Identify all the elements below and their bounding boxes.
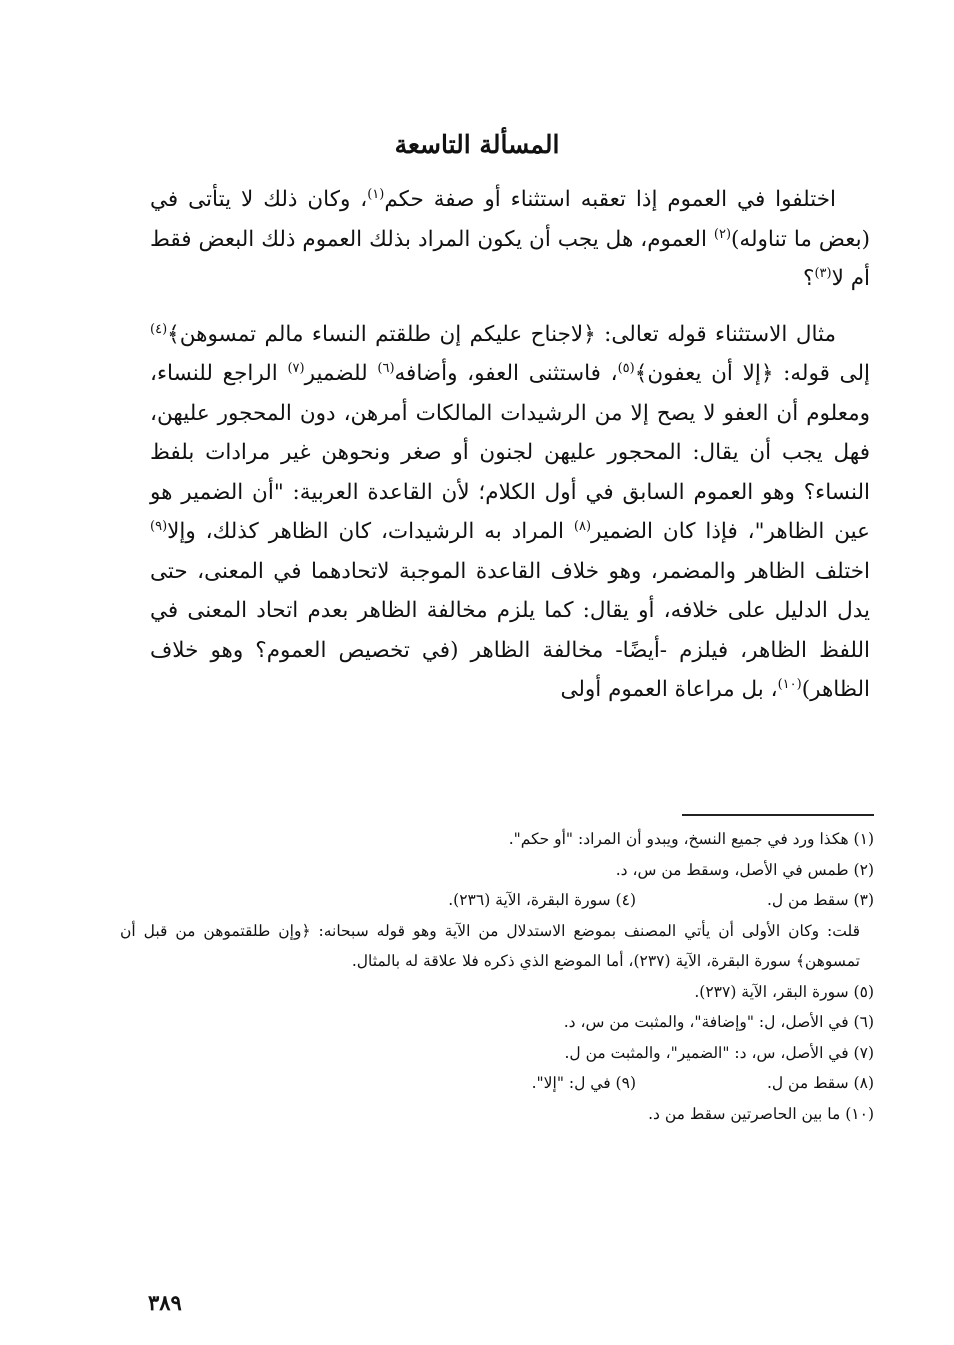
footnote-ref-8: (٨)	[573, 518, 592, 534]
footnote-10: (١٠) ما بين الحاصرتين سقط من د.	[648, 1104, 874, 1123]
footnote-row-8-9	[120, 1068, 874, 1099]
footnote-5: (٥) سورة البقر، الآية (٢٣٧).	[694, 982, 874, 1001]
footnote-ref-1: (١)	[367, 186, 385, 202]
footnote-4-comment: قلت: وكان الأولى أن يأتي المصنف بموضع الاستدلال من الآية وهو قوله سبحانه: ﴿وإن طلقتموهن من قبل أن تمسوهن﴾ سورة البقرة، الآية (٢٣٧)، أما الموضع الذي ذكره فلا علاقة له بالمثال.	[120, 921, 860, 970]
footnote-ref-9: (٩)	[150, 518, 168, 534]
footnote-7: (٧) في الأصل، س، د: "الضمير"، والمثبت من ل.	[564, 1043, 874, 1062]
footnote-ref-2: (٢)	[713, 226, 732, 242]
section-heading: المسألة التاسعة	[394, 130, 560, 159]
footnote-ref-7: (٧)	[287, 360, 305, 376]
footnote-ref-6: (٦)	[377, 360, 395, 376]
footnote-6: (٦) في الأصل، ل: "وإضافة"، والمثبت من س، د.	[563, 1013, 874, 1031]
footnote-4: (٤) سورة البقرة، الآية (٢٣٦).	[448, 891, 636, 909]
footnote-ref-4: (٤)	[150, 321, 168, 337]
paragraph-1: اختلفوا في العموم إذا تعقبه استثناء أو صفة حكم$^{(١)}$، وكان ذلك لا يتأتى في (بعض ما تناوله)$^{(٢)}$ العموم، هل يجب أن يكون المراد بذلك العموم ذلك البعض فقط أم لا$^{(٣)}$؟	[150, 186, 870, 291]
footnote-separator	[682, 814, 874, 816]
footnote-9: (٩) في ل: "إلا".	[531, 1074, 636, 1092]
footnote-8: (٨) سقط من ل.	[766, 1074, 874, 1092]
footnote-2: (٢) طمس في الأصل، وسقط من س، د.	[615, 860, 874, 879]
footnote-ref-3: (٣)	[814, 265, 832, 281]
page-number: ٣٨٩	[148, 1290, 182, 1315]
paragraph-2: مثال الاستثناء قوله تعالى: ﴿لاجناح عليكم إن طلقتم النساء مالم تمسوهن﴾$^{(٤)}$ إلى قوله: ﴿إلا أن يعفون﴾$^{(٥)}$، فاستثنى العفو، وأضافه$^{(٦)}$ للضمير$^{(٧)}$ الراجع للنساء، ومعلوم أن العفو لا يصح إلا من الرشيدات المالكات أمرهن، دون المحجور عليهن، فهل يجب أن يقال: المحجور عليهن لجنون أو صغر ونحوهن غير مرادات بلفظ النساء؟ وهو العموم السابق في أول الكلام؛ لأن القاعدة العربية: "أن الضمير هو عين الظاهر"، فإذا كان الضمير$^{(٨)}$ المراد به الرشيدات، كان الظاهر كذلك، وإلا$^{(٩)}$ اختلف الظاهر والمضمر، وهو خلاف القاعدة الموجبة لاتحادهما في المعنى، حتى يدل الدليل على خلافه، أو يقال: كما يلزم مخالفة الظاهر بعدم اتحاد المعنى في اللفظ الظاهر، فيلزم -أيضًا- مخالفة الظاهر (في تخصيص العموم؟ وهو خلاف الظاهر)$^{(١٠)}$، بل مراعاة العموم أولى	[150, 321, 870, 702]
footnote-row-3-4	[120, 885, 874, 916]
footnote-ref-5: (٥)	[617, 360, 635, 376]
footnote-1: (١) هكذا ورد في جميع النسخ، ويبدو أن المراد: "أو حكم".	[508, 830, 874, 848]
footnote-ref-10: (١٠)	[777, 676, 802, 692]
main-text	[150, 180, 870, 710]
footnote-3: (٣) سقط من ل.	[766, 891, 874, 909]
footnotes	[120, 824, 874, 1129]
